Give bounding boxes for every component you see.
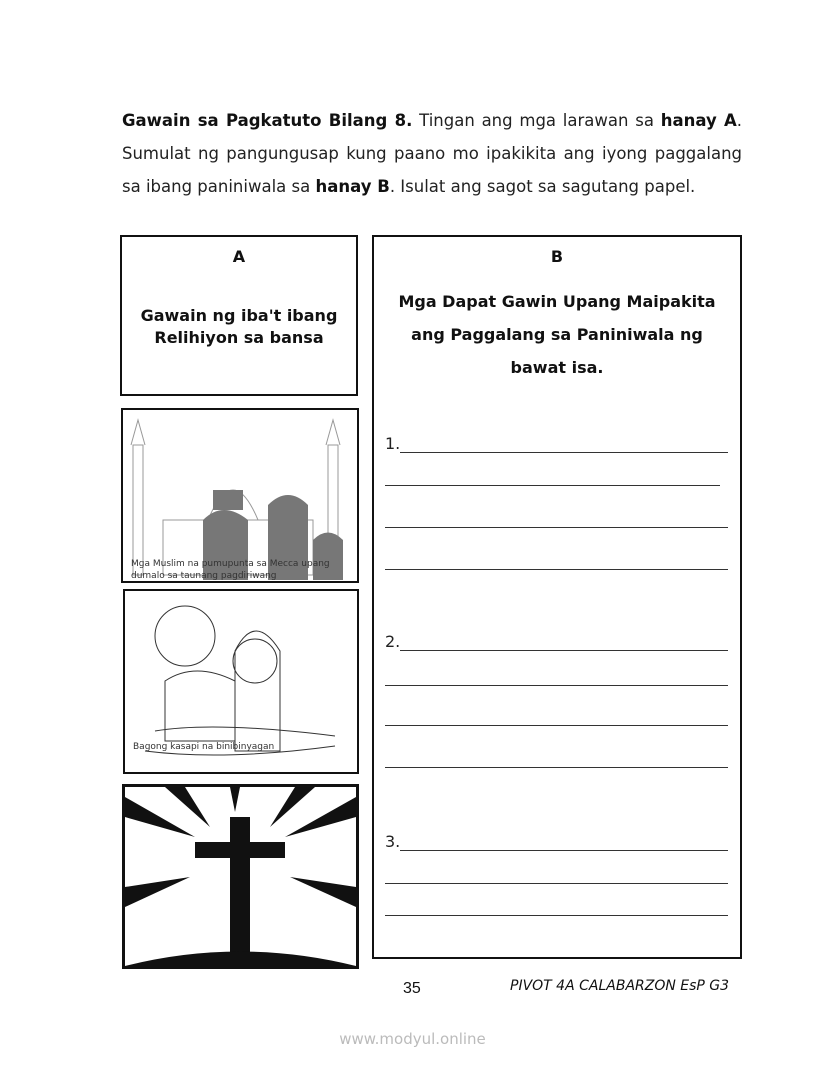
answer-line[interactable] <box>385 527 728 528</box>
mosque-illustration <box>123 410 357 581</box>
watermark: www.modyul.online <box>339 1030 486 1048</box>
cross-illustration <box>125 787 356 966</box>
picture-mecca: Mga Muslim na pumupunta sa Mecca upang dumalo sa taunang pagdiriwang <box>121 408 359 583</box>
answer-line[interactable] <box>385 767 728 768</box>
worksheet-page: Gawain sa Pagkatuto Bilang 8. Tingan ang mga larawan sa hanay A. Sumulat ng pangungusap kung paano mo ipakikita ang iyong paggalang sa ibang paniniwala sa hanay B. Isulat ang sagot sa sagutang papel. A Gawain ng iba't ibang Relihiyon sa bansa Mga Muslim na pumupunta sa Mecca upang dumalo sa taunang pagdiriwang Bagong kasapi na binibinyagan B Mga Dapat Gawin Upang Maipakita ang Paggalang sa Paniniwala ng bawat isa. 1. 2. 3. 35 PIVOT 4A CALABARZON EsP G3 www.modyul.online <box>0 0 825 1075</box>
answer-line[interactable] <box>385 725 728 726</box>
answer-line[interactable] <box>400 452 728 453</box>
column-a-header: A Gawain ng iba't ibang Relihiyon sa bansa <box>120 235 358 396</box>
answer-line[interactable] <box>385 485 720 486</box>
answer-line[interactable] <box>385 569 728 570</box>
answer-line[interactable] <box>385 685 728 686</box>
picture-baptism: Bagong kasapi na binibinyagan <box>123 589 359 774</box>
answer-line[interactable] <box>385 915 728 916</box>
answer-line[interactable] <box>385 883 728 884</box>
instructions: Gawain sa Pagkatuto Bilang 8. Tingan ang mga larawan sa hanay A. Sumulat ng pangungusap kung paano mo ipakikita ang iyong paggalang sa ibang paniniwala sa hanay B. Isulat ang sagot sa sagutang papel. <box>122 111 742 196</box>
picture-cross <box>122 784 359 969</box>
answer-line[interactable] <box>400 850 728 851</box>
column-b-answers: B Mga Dapat Gawin Upang Maipakita ang Paggalang sa Paniniwala ng bawat isa. <box>372 235 742 959</box>
page-number: 35 <box>403 980 421 997</box>
answer-line[interactable] <box>400 650 728 651</box>
series-label: PIVOT 4A CALABARZON EsP G3 <box>510 978 730 994</box>
